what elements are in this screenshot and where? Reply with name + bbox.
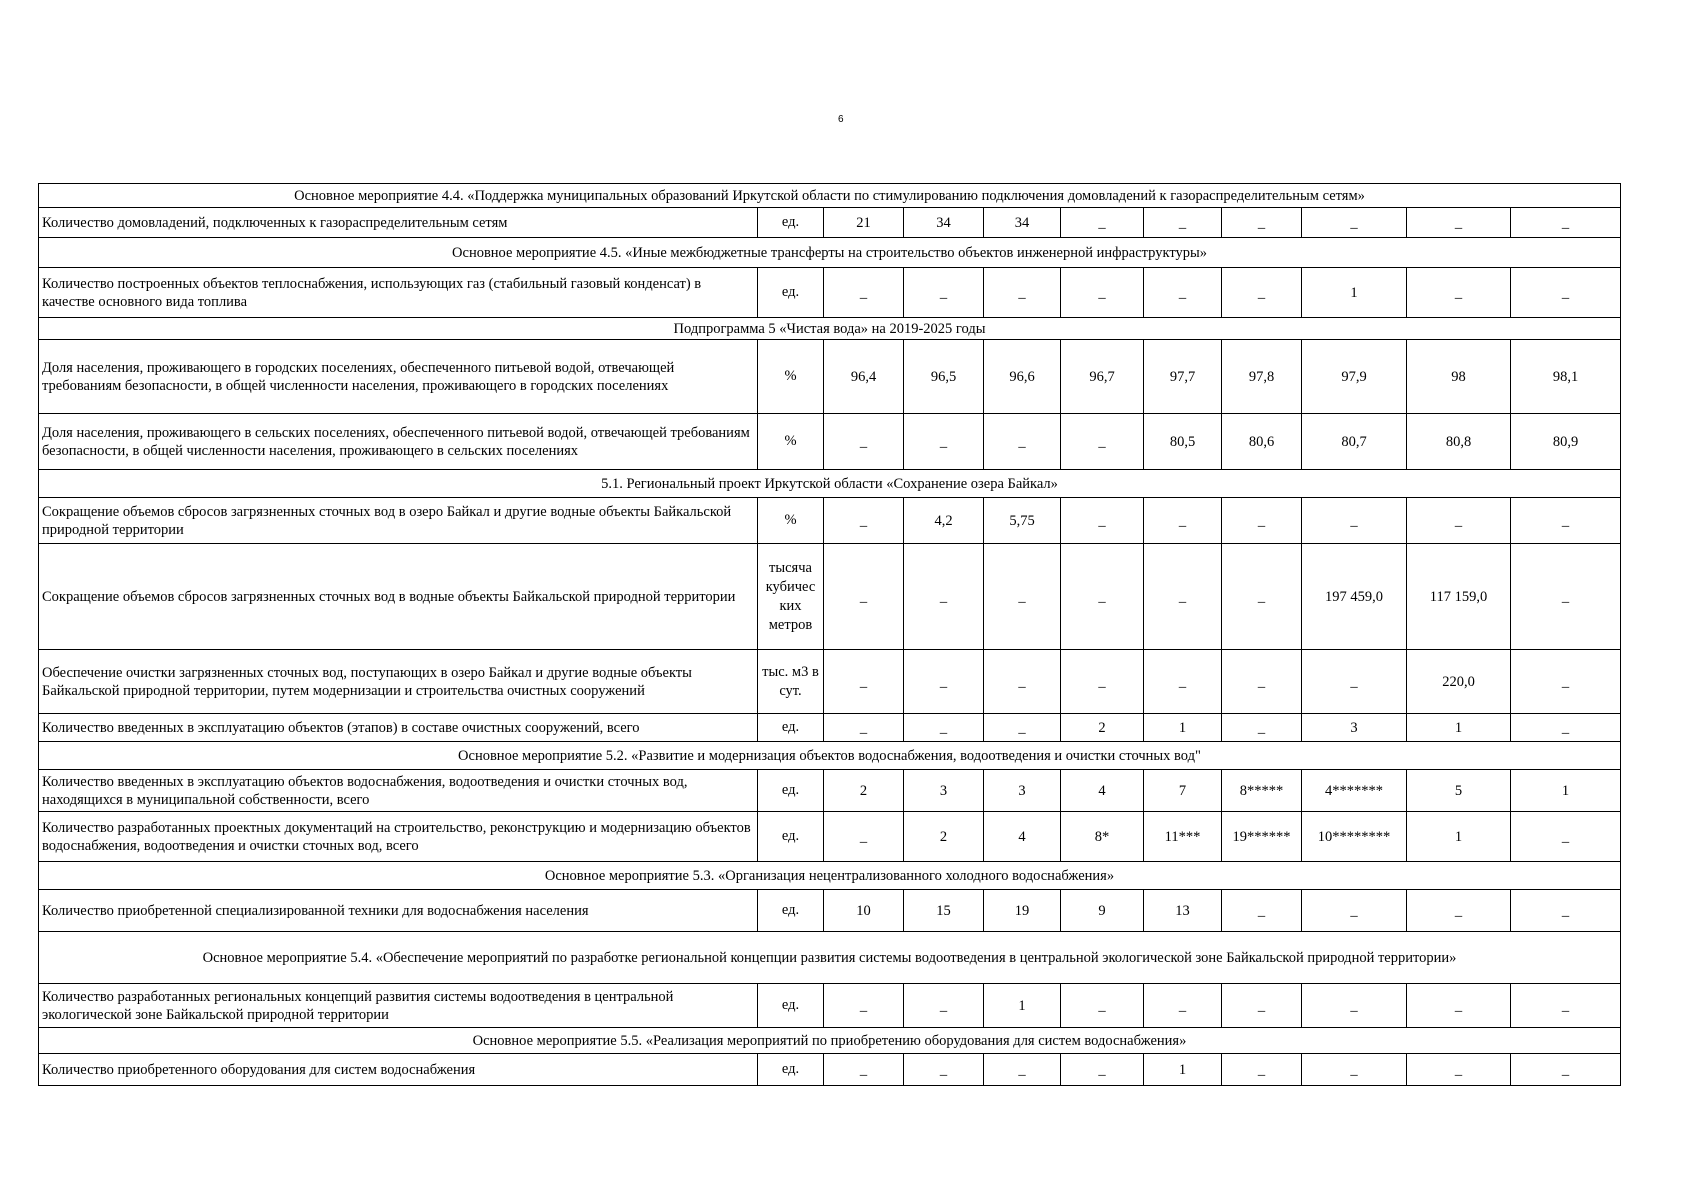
indicator-label: Количество введенных в эксплуатацию объектов водоснабжения, водоотведения и очистки сточных вод, находящихся в муниципальной собственности, всего: [39, 770, 758, 812]
indicator-label: Количество введенных в эксплуатацию объектов (этапов) в составе очистных сооружений, всего: [39, 714, 758, 742]
value-cell: 98,1: [1511, 340, 1621, 414]
value-cell: _: [1511, 208, 1621, 238]
section-header-row: [39, 318, 1621, 340]
value-cell: 4: [1061, 770, 1144, 812]
value-cell: _: [1511, 544, 1621, 650]
value-cell: 3: [1302, 714, 1407, 742]
value-cell: 34: [984, 208, 1061, 238]
value-cell: _: [1511, 650, 1621, 714]
value-cell: _: [1061, 414, 1144, 470]
value-cell: 96,7: [1061, 340, 1144, 414]
value-cell: _: [1222, 208, 1302, 238]
value-cell: _: [1302, 1054, 1407, 1086]
value-cell: 1: [1407, 812, 1511, 862]
value-cell: 220,0: [1407, 650, 1511, 714]
indicator-label: Доля населения, проживающего в городских поселениях, обеспеченного питьевой водой, отвечающей требованиям безопасности, в общей численности населения, проживающего в городских поселениях: [39, 340, 758, 414]
value-cell: 80,9: [1511, 414, 1621, 470]
value-cell: _: [1302, 984, 1407, 1028]
table-row: [39, 340, 1621, 414]
value-cell: _: [824, 498, 904, 544]
section-title: Основное мероприятие 5.4. «Обеспечение мероприятий по разработке региональной концепции развития системы водоотведения в центральной экологической зоне Байкальской природной территории»: [39, 932, 1621, 984]
value-cell: _: [1511, 890, 1621, 932]
indicator-label: Доля населения, проживающего в сельских поселениях, обеспеченного питьевой водой, отвечающей требованиям безопасности, в общей численности населения, проживающего в сельских поселениях: [39, 414, 758, 470]
value-cell: _: [984, 650, 1061, 714]
value-cell: 80,5: [1144, 414, 1222, 470]
value-cell: _: [904, 714, 984, 742]
value-cell: _: [1511, 498, 1621, 544]
value-cell: 1: [1407, 714, 1511, 742]
value-cell: _: [1407, 268, 1511, 318]
indicator-label: Обеспечение очистки загрязненных сточных вод, поступающих в озеро Байкал и другие водные объекты Байкальской природной территории, путем модернизации и строительства очистных сооружений: [39, 650, 758, 714]
value-cell: 5: [1407, 770, 1511, 812]
value-cell: 1: [1511, 770, 1621, 812]
value-cell: 80,7: [1302, 414, 1407, 470]
value-cell: _: [1222, 544, 1302, 650]
value-cell: _: [824, 414, 904, 470]
value-cell: _: [1061, 650, 1144, 714]
unit-cell: %: [758, 498, 824, 544]
value-cell: _: [1061, 1054, 1144, 1086]
indicator-label: Количество разработанных региональных концепций развития системы водоотведения в центральной экологической зоне Байкальской природной территории: [39, 984, 758, 1028]
table-row: [39, 414, 1621, 470]
unit-cell: ед.: [758, 1054, 824, 1086]
indicators-table: [38, 183, 1621, 1086]
unit-cell: ед.: [758, 812, 824, 862]
section-title: 5.1. Региональный проект Иркутской области «Сохранение озера Байкал»: [39, 470, 1621, 498]
value-cell: _: [1222, 714, 1302, 742]
value-cell: _: [1061, 268, 1144, 318]
value-cell: _: [904, 414, 984, 470]
value-cell: _: [824, 714, 904, 742]
value-cell: 2: [904, 812, 984, 862]
value-cell: 19******: [1222, 812, 1302, 862]
table-row: [39, 650, 1621, 714]
value-cell: _: [1511, 812, 1621, 862]
unit-cell: %: [758, 340, 824, 414]
value-cell: 21: [824, 208, 904, 238]
section-title: Основное мероприятие 5.3. «Организация нецентрализованного холодного водоснабжения»: [39, 862, 1621, 890]
section-title: Основное мероприятие 4.5. «Иные межбюджетные трансферты на строительство объектов инженерной инфраструктуры»: [39, 238, 1621, 268]
unit-cell: ед.: [758, 714, 824, 742]
unit-cell: тысяча кубичес ких метров: [758, 544, 824, 650]
table-row: [39, 770, 1621, 812]
value-cell: 5,75: [984, 498, 1061, 544]
value-cell: 2: [1061, 714, 1144, 742]
section-header-row: [39, 932, 1621, 984]
value-cell: _: [984, 714, 1061, 742]
indicator-label: Сокращение объемов сбросов загрязненных сточных вод в озеро Байкал и другие водные объекты Байкальской природной территории: [39, 498, 758, 544]
value-cell: _: [824, 1054, 904, 1086]
value-cell: _: [984, 544, 1061, 650]
value-cell: 197 459,0: [1302, 544, 1407, 650]
value-cell: _: [1222, 268, 1302, 318]
indicator-label: Количество домовладений, подключенных к газораспределительным сетям: [39, 208, 758, 238]
table-row: [39, 498, 1621, 544]
unit-cell: ед.: [758, 984, 824, 1028]
unit-cell: тыс. м3 в сут.: [758, 650, 824, 714]
section-title: Подпрограмма 5 «Чистая вода» на 2019-2025 годы: [39, 318, 1621, 340]
value-cell: _: [1144, 498, 1222, 544]
table-row: [39, 714, 1621, 742]
value-cell: 80,8: [1407, 414, 1511, 470]
value-cell: _: [1302, 890, 1407, 932]
value-cell: _: [1511, 1054, 1621, 1086]
value-cell: _: [1511, 984, 1621, 1028]
value-cell: _: [1061, 544, 1144, 650]
value-cell: _: [904, 984, 984, 1028]
section-header-row: [39, 184, 1621, 208]
value-cell: 11***: [1144, 812, 1222, 862]
value-cell: 13: [1144, 890, 1222, 932]
value-cell: 117 159,0: [1407, 544, 1511, 650]
value-cell: 7: [1144, 770, 1222, 812]
value-cell: _: [1144, 650, 1222, 714]
indicator-label: Количество приобретенного оборудования для систем водоснабжения: [39, 1054, 758, 1086]
value-cell: _: [1222, 890, 1302, 932]
value-cell: _: [1222, 650, 1302, 714]
unit-cell: ед.: [758, 268, 824, 318]
value-cell: 4,2: [904, 498, 984, 544]
value-cell: 97,7: [1144, 340, 1222, 414]
value-cell: _: [1144, 984, 1222, 1028]
value-cell: 4: [984, 812, 1061, 862]
value-cell: _: [1222, 984, 1302, 1028]
value-cell: _: [904, 650, 984, 714]
section-header-row: [39, 1028, 1621, 1054]
value-cell: _: [1061, 498, 1144, 544]
value-cell: 3: [984, 770, 1061, 812]
value-cell: _: [904, 1054, 984, 1086]
indicator-label: Количество построенных объектов теплоснабжения, использующих газ (стабильный газовый конденсат) в качестве основного вида топлива: [39, 268, 758, 318]
value-cell: _: [824, 812, 904, 862]
value-cell: _: [824, 268, 904, 318]
value-cell: _: [1511, 714, 1621, 742]
value-cell: 4*******: [1302, 770, 1407, 812]
value-cell: _: [1407, 984, 1511, 1028]
value-cell: _: [1144, 208, 1222, 238]
unit-cell: ед.: [758, 208, 824, 238]
table-row: [39, 544, 1621, 650]
value-cell: _: [984, 268, 1061, 318]
indicator-label: Сокращение объемов сбросов загрязненных сточных вод в водные объекты Байкальской природной территории: [39, 544, 758, 650]
value-cell: 98: [1407, 340, 1511, 414]
value-cell: 10: [824, 890, 904, 932]
value-cell: _: [1407, 1054, 1511, 1086]
value-cell: _: [1302, 498, 1407, 544]
section-title: Основное мероприятие 5.2. «Развитие и модернизация объектов водоснабжения, водоотведения и очистки сточных вод": [39, 742, 1621, 770]
value-cell: 34: [904, 208, 984, 238]
value-cell: _: [824, 984, 904, 1028]
value-cell: _: [1407, 890, 1511, 932]
indicator-label: Количество приобретенной специализированной техники для водоснабжения населения: [39, 890, 758, 932]
value-cell: 1: [1144, 714, 1222, 742]
indicator-label: Количество разработанных проектных документаций на строительство, реконструкцию и модернизацию объектов водоснабжения, водоотведения и очистки сточных вод, всего: [39, 812, 758, 862]
section-header-row: [39, 862, 1621, 890]
value-cell: _: [1222, 1054, 1302, 1086]
table-row: [39, 1054, 1621, 1086]
value-cell: _: [904, 268, 984, 318]
table-row: [39, 268, 1621, 318]
page-number: 6: [838, 114, 844, 125]
value-cell: _: [984, 414, 1061, 470]
value-cell: _: [1511, 268, 1621, 318]
unit-cell: ед.: [758, 770, 824, 812]
value-cell: _: [984, 1054, 1061, 1086]
value-cell: _: [1061, 984, 1144, 1028]
value-cell: 9: [1061, 890, 1144, 932]
section-title: Основное мероприятие 4.4. «Поддержка муниципальных образований Иркутской области по стимулированию подключения домовладений к газораспределительным сетям»: [39, 184, 1621, 208]
value-cell: _: [1144, 268, 1222, 318]
value-cell: 96,6: [984, 340, 1061, 414]
value-cell: _: [1407, 498, 1511, 544]
value-cell: _: [904, 544, 984, 650]
value-cell: _: [824, 544, 904, 650]
table-row: [39, 984, 1621, 1028]
section-header-row: [39, 238, 1621, 268]
value-cell: _: [824, 650, 904, 714]
value-cell: 8*****: [1222, 770, 1302, 812]
section-header-row: [39, 470, 1621, 498]
table-row: [39, 208, 1621, 238]
value-cell: 3: [904, 770, 984, 812]
table-row: [39, 890, 1621, 932]
value-cell: 1: [1144, 1054, 1222, 1086]
value-cell: 96,4: [824, 340, 904, 414]
value-cell: 1: [1302, 268, 1407, 318]
unit-cell: ед.: [758, 890, 824, 932]
value-cell: 80,6: [1222, 414, 1302, 470]
value-cell: 8*: [1061, 812, 1144, 862]
table-row: [39, 812, 1621, 862]
value-cell: 15: [904, 890, 984, 932]
section-title: Основное мероприятие 5.5. «Реализация мероприятий по приобретению оборудования для систем водоснабжения»: [39, 1028, 1621, 1054]
value-cell: _: [1407, 208, 1511, 238]
value-cell: 10********: [1302, 812, 1407, 862]
value-cell: 97,9: [1302, 340, 1407, 414]
value-cell: 97,8: [1222, 340, 1302, 414]
section-header-row: [39, 742, 1621, 770]
unit-cell: %: [758, 414, 824, 470]
value-cell: 19: [984, 890, 1061, 932]
value-cell: _: [1222, 498, 1302, 544]
value-cell: _: [1144, 544, 1222, 650]
value-cell: 96,5: [904, 340, 984, 414]
value-cell: _: [1302, 650, 1407, 714]
value-cell: 2: [824, 770, 904, 812]
value-cell: _: [1061, 208, 1144, 238]
value-cell: 1: [984, 984, 1061, 1028]
value-cell: _: [1302, 208, 1407, 238]
